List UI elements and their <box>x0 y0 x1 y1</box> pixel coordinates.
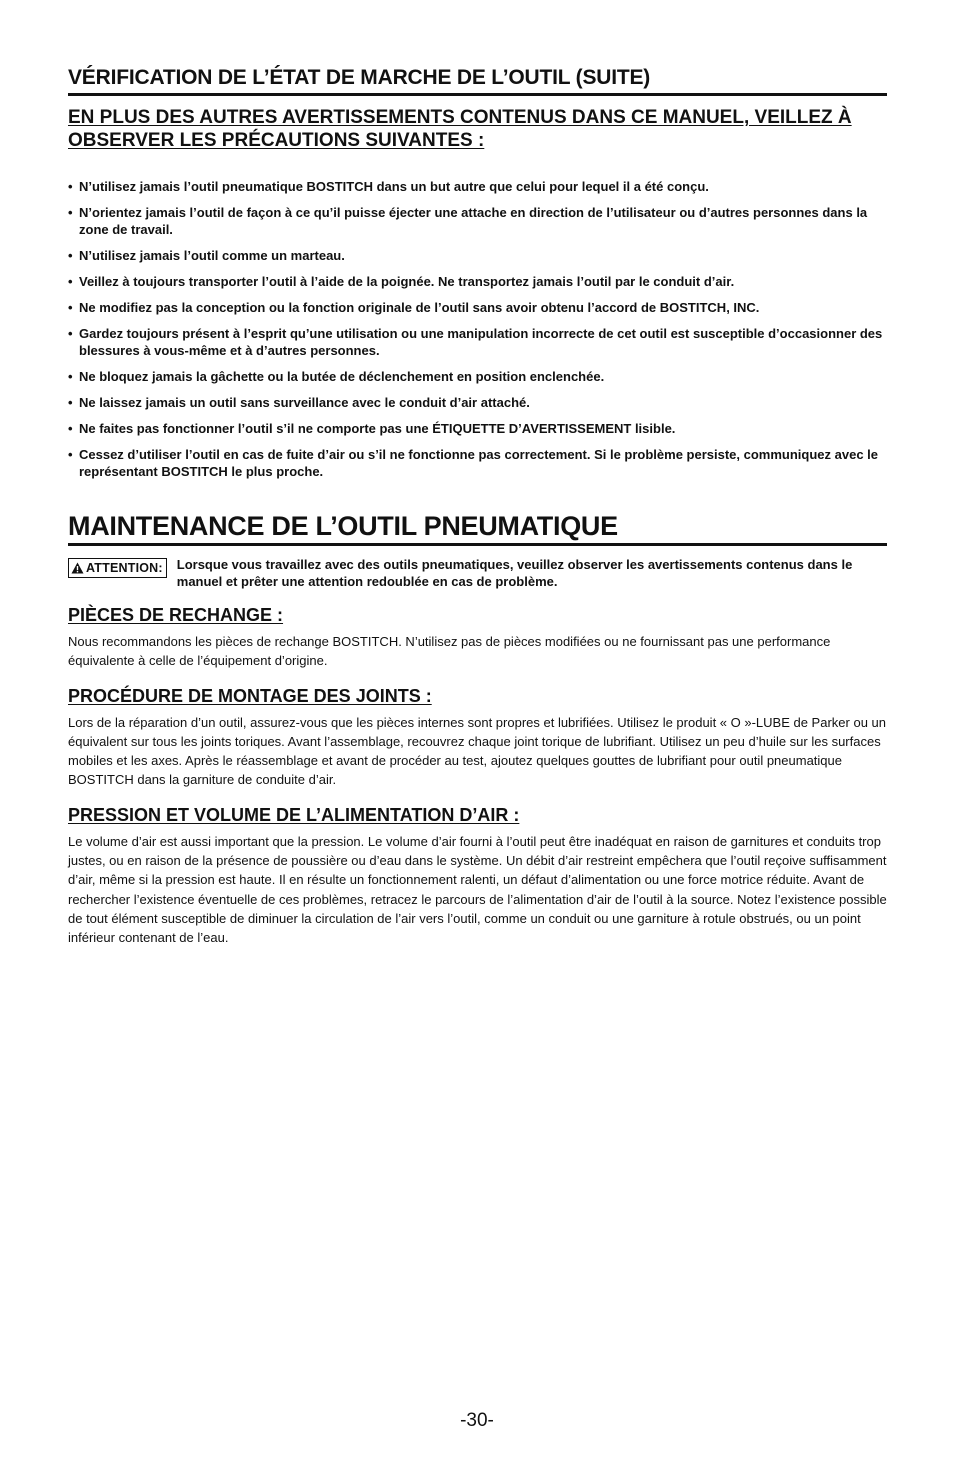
heading-pieces-rechange: PIÈCES DE RECHANGE : <box>68 605 284 625</box>
list-item: • Ne bloquez jamais la gâchette ou la butée de déclenchement en position enclenchée. <box>68 369 605 384</box>
warning-triangle-icon <box>71 562 84 574</box>
section-title-maintenance: MAINTENANCE DE L’OUTIL PNEUMATIQUE <box>68 510 887 546</box>
warning-heading: EN PLUS DES AUTRES AVERTISSEMENTS CONTENUS DANS CE MANUEL, VEILLEZ À OBSERVER LES PRÉCAUTIONS SUIVANTES : <box>68 107 852 151</box>
heading-montage-joints: PROCÉDURE DE MONTAGE DES JOINTS : <box>68 685 432 706</box>
paragraph-pieces-rechange: Nous recommandons les pièces de rechange BOSTITCH. N’utilisez pas de pièces modifiées ou ne fournissant pas une performance équivalente à celle de l’équipement d’origine. <box>68 634 831 669</box>
page-number: -30- <box>460 1410 494 1431</box>
list-item: • Ne modifiez pas la conception ou la fonction originale de l’outil sans avoir obtenu l’accord de BOSTITCH, INC. <box>68 300 760 315</box>
paragraph-montage-joints: Lors de la réparation d’un outil, assurez-vous que les pièces internes sont propres et lubrifiées. Utilisez le produit « O »-LUBE de Parker ou un équivalent sur tous les joints toriques. Avant l’assemblage, recouvrez chaque joint torique de lubrifiant. Utilisez un peu d’huile sur les surfaces mobiles et les axes. Après le réassemblage et avant de procéder au test, ajoutez quelques gouttes de lubrifiant pour outil pneumatique BOSTITCH dans la garniture de conduite d’air. <box>68 714 886 788</box>
attention-notice <box>68 556 887 590</box>
attention-badge <box>68 558 167 578</box>
list-item: • N’utilisez jamais l’outil comme un marteau. <box>68 248 345 263</box>
list-item: • Ne laissez jamais un outil sans surveillance avec le conduit d’air attaché. <box>68 395 530 410</box>
list-item: • Gardez toujours présent à l’esprit qu’une utilisation ou une manipulation incorrecte de cet outil est susceptible d’occasionner des blessures à vous-même et à d’autres personnes. <box>68 326 883 358</box>
precautions-list <box>68 178 887 480</box>
list-item: • N’utilisez jamais l’outil pneumatique BOSTITCH dans un but autre que celui pour lequel il a été conçu. <box>68 179 709 194</box>
attention-label: ATTENTION: <box>86 561 163 575</box>
list-item: • Veillez à toujours transporter l’outil à l’aide de la poignée. Ne transportez jamais l’outil par le conduit d’air. <box>68 274 735 289</box>
paragraph-pression-volume: Le volume d’air est aussi important que la pression. Le volume d’air fourni à l’outil peut être inadéquat en raison de garnitures et conduits trop justes, ou en raison de la présence de poussière ou d’eau dans le système. Un débit d’air restreint empêchera que l’outil reçoive suffisamment d’air, même si la pression est haute. Il en résulte un fonctionnement ralenti, un défaut d’alimentation ou une force motrice réduite. Avant de rechercher l’existence éventuelle de ces problèmes, retracez le parcours de l’alimentation d’air de l’outil à la source. Notez l’existence possible de tout élément susceptible de diminuer la circulation de l’air vers l’outil, comme un conduit ou une garniture à rotule obstrués, ou un point inférieur contenant de l’eau. <box>68 833 887 946</box>
list-item: • N’orientez jamais l’outil de façon à ce qu’il puisse éjecter une attache en direction de l’utilisateur ou d’autres personnes dans la zone de travail. <box>68 205 868 237</box>
list-item: • Ne faites pas fonctionner l’outil s’il ne comporte pas une ÉTIQUETTE D’AVERTISSEMENT lisible. <box>68 421 676 436</box>
heading-pression-volume: PRESSION ET VOLUME DE L’ALIMENTATION D’AIR : <box>68 804 520 825</box>
attention-text: Lorsque vous travaillez avec des outils pneumatiques, veuillez observer les avertissements contenus dans le manuel et prêter une attention redoublée en cas de problème. <box>176 557 853 589</box>
section-title-verification: VÉRIFICATION DE L’ÉTAT DE MARCHE DE L’OUTIL (SUITE) <box>68 64 887 96</box>
list-item: • Cessez d’utiliser l’outil en cas de fuite d’air ou s’il ne fonctionne pas correctement. Si le problème persiste, communiquez avec le représentant BOSTITCH le plus proche. <box>68 447 879 479</box>
page-content <box>68 64 887 948</box>
